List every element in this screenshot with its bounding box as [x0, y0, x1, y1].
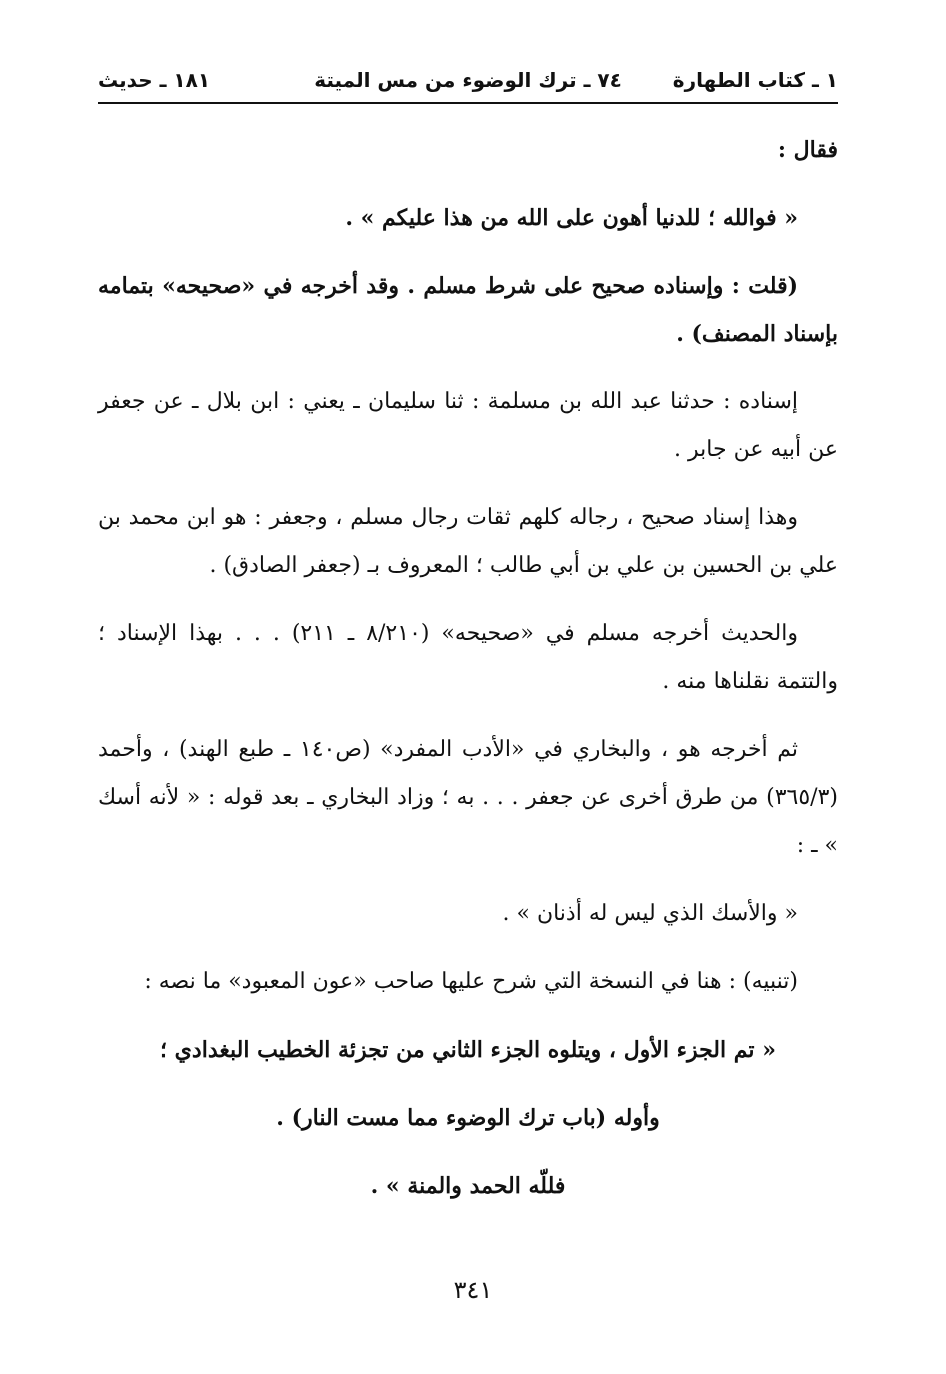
- paragraph-grading: (قلت : وإسناده صحيح على شرط مسلم . وقد أخرجه في «صحيحه» بتمامه بإسناد المصنف) .: [98, 273, 838, 347]
- paragraph-addition: « والأسك الذي ليس له أذنان » .: [502, 901, 798, 926]
- paragraph-colophon-line-2: وأوله (باب ترك الوضوء مما مست النار) .: [276, 1105, 660, 1131]
- paragraph-hadith-text: « فوالله ؛ للدنيا أهون على الله من هذا عليكم » .: [345, 205, 798, 231]
- header-book-title: ١ ـ كتاب الطهارة: [672, 68, 838, 92]
- running-header: [98, 62, 838, 104]
- paragraph-isnad-commentary: وهذا إسناد صحيح ، رجاله كلهم ثقات رجال مسلم ، وجعفر : هو ابن محمد بن علي بن الحسين بن علي بن أبي طالب ؛ المعروف بـ (جعفر الصادق) .: [98, 505, 838, 578]
- paragraph-note: (تنبيه) : هنا في النسخة التي شرح عليها صاحب «عون المعبود» ما نصه :: [144, 969, 798, 994]
- header-hadith-number: ١٨١ ـ حديث: [98, 68, 211, 92]
- page-body: [98, 126, 838, 1230]
- paragraph-muslim-source: والحديث أخرجه مسلم في «صحيحه» (٨/٢١٠ ـ ٢١١) . . . بهذا الإسناد ؛ والتتمة نقلناها منه .: [98, 621, 838, 694]
- paragraph-colophon-line-3: فللّه الحمد والمنة » .: [370, 1173, 566, 1199]
- paragraph-other-sources: ثم أخرجه هو ، والبخاري في «الأدب المفرد» (ص١٤٠ ـ طبع الهند) ، وأحمد (٣٦٥/٣) من طرق أخرى عن جعفر . . . به ؛ وزاد البخاري ـ بعد قوله : « لأنه أسك » ـ :: [98, 737, 838, 858]
- paragraph-intro: فقال :: [777, 137, 838, 163]
- paragraph-isnad: إسناده : حدثنا عبد الله بن مسلمة : ثنا سليمان ـ يعني : ابن بلال ـ عن جعفر عن أبيه عن جابر .: [98, 389, 838, 462]
- header-chapter-title: ٧٤ ـ ترك الوضوء من مس الميتة: [314, 68, 622, 92]
- paragraph-colophon-line-1: « تم الجزء الأول ، ويتلوه الجزء الثاني من تجزئة الخطيب البغدادي ؛: [160, 1037, 776, 1063]
- page-number: ٣٤١: [453, 1276, 493, 1304]
